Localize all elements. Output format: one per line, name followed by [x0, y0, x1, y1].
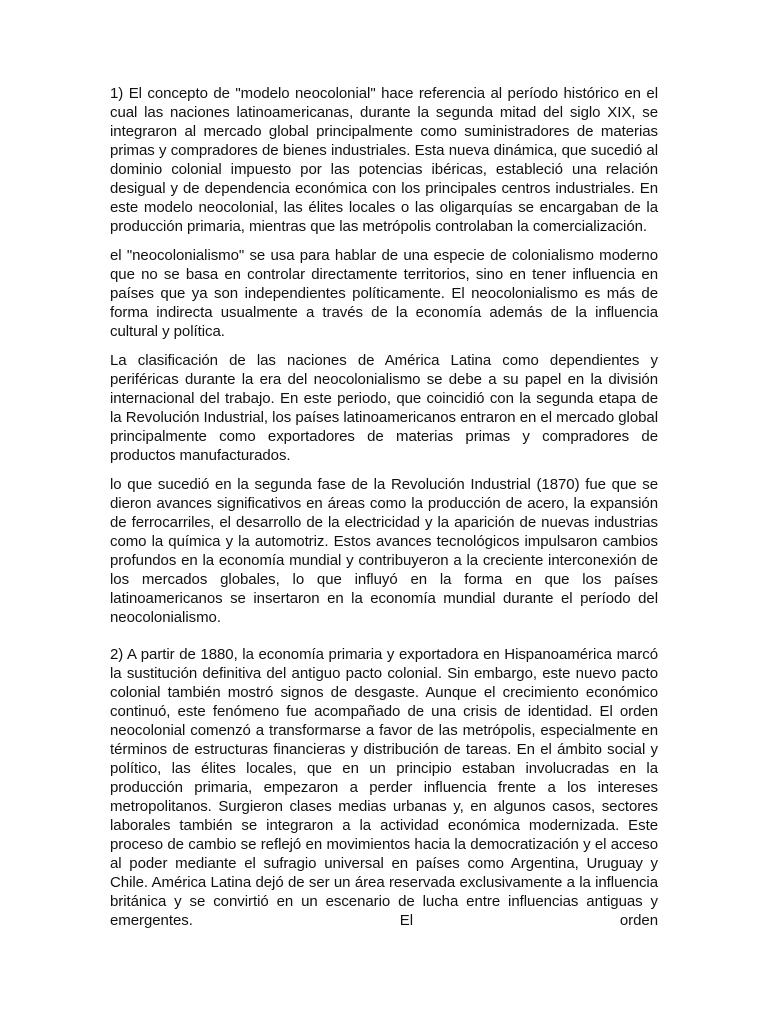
paragraph-3: La clasificación de las naciones de América Latina como dependientes y periféricas durante la era del neocolonialismo se debe a su papel en la división internacional del trabajo. En este periodo, que coincidió con la segunda etapa de la Revolución Industrial, los países latinoamericanos entraron en el mercado global principalmente como exportadores de materias primas y compradores de productos manufacturados. [110, 352, 658, 464]
paragraph-2: el "neocolonialismo" se usa para hablar de una especie de colonialismo moderno que no se basa en controlar directamente territorios, sino en tener influencia en países que ya son independientes políticamente. El neocolonialismo es más de forma indirecta usualmente a través de la economía además de la influencia cultural y política. [110, 247, 658, 340]
document-body [110, 84, 658, 940]
paragraph-1: 1) El concepto de "modelo neocolonial" hace referencia al período histórico en el cual las naciones latinoamericanas, durante la segunda mitad del siglo XIX, se integraron al mercado global principalmente como suministradores de materias primas y compradores de bienes industriales. Esta nueva dinámica, que sucedió al dominio colonial impuesto por las potencias ibéricas, estableció una relación desigual y de dependencia económica con los principales centros industriales. En este modelo neocolonial, las élites locales o las oligarquías se encargaban de la producción primaria, mientras que las metrópolis controlaban la comercialización. [110, 85, 658, 235]
paragraph-4: lo que sucedió en la segunda fase de la Revolución Industrial (1870) fue que se dieron avances significativos en áreas como la producción de acero, la expansión de ferrocarriles, el desarrollo de la electricidad y la aparición de nuevas industrias como la química y la automotriz. Estos avances tecnológicos impulsaron cambios profundos en la economía mundial y contribuyeron a la creciente interconexión de los mercados globales, lo que influyó en la forma en que los países latinoamericanos se insertaron en la economía mundial durante el período del neocolonialismo. [110, 476, 658, 626]
paragraph-5: 2) A partir de 1880, la economía primaria y exportadora en Hispanoamérica marcó la sustitución definitiva del antiguo pacto colonial. Sin embargo, este nuevo pacto colonial también mostró signos de desgaste. Aunque el crecimiento económico continuó, este fenómeno fue acompañado de una crisis de identidad. El orden neocolonial comenzó a transformarse a favor de las metrópolis, especialmente en términos de estructuras financieras y distribución de tareas. En el ámbito social y político, las élites locales, que en un principio estaban involucradas en la producción primaria, empezaron a perder influencia frente a los intereses metropolitanos. Surgieron clases medias urbanas y, en algunos casos, sectores laborales también se integraron a la actividad económica modernizada. Este proceso de cambio se reflejó en movimientos hacia la democratización y el acceso al poder mediante el sufragio universal en países como Argentina, Uruguay y Chile. América Latina dejó de ser un área reservada exclusivamente a la influencia británica y se convirtió en un escenario de lucha entre influencias antiguas y emergentes. El orden [110, 646, 658, 929]
